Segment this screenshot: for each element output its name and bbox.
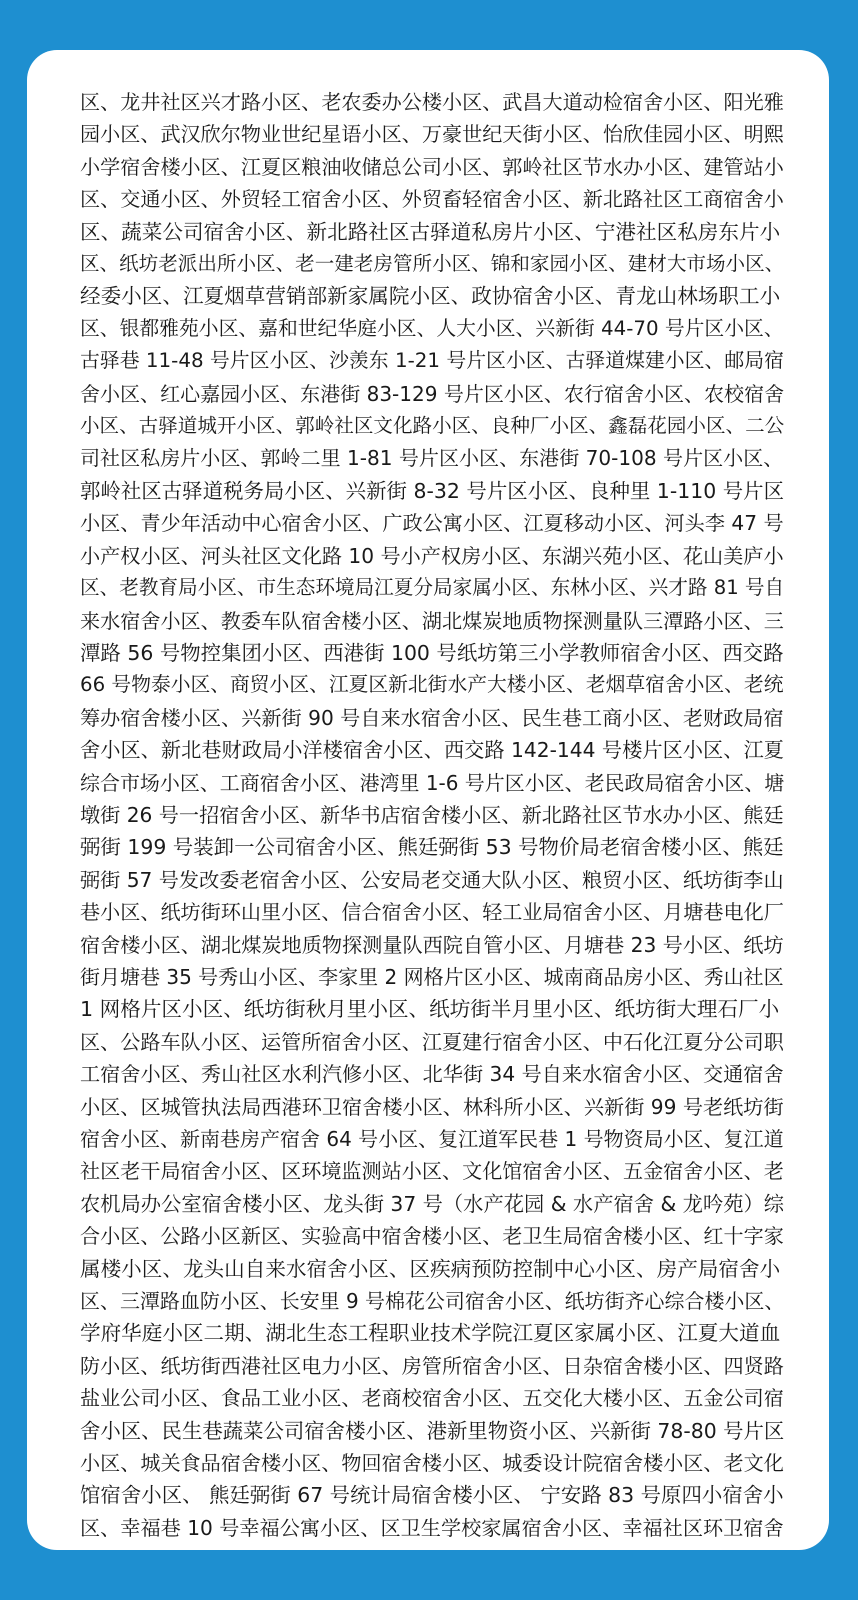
- text-line: 舍小区、红心嘉园小区、东港街 83-129 号片区小区、农行宿舍小区、农校宿舍: [80, 381, 785, 406]
- text-line: 区、交通小区、外贸轻工宿舍小区、外贸畜轻宿舍小区、新北路社区工商宿舍小: [80, 187, 784, 212]
- text-line: 区、蔬菜公司宿舍小区、新北路社区古驿道私房片小区、宁港社区私房东片小: [80, 219, 781, 244]
- text-line: 园小区、武汉欣尔物业世纪星语小区、万豪世纪天街小区、怡欣佳园小区、明熙: [80, 122, 784, 147]
- text-line: 经委小区、江夏烟草营销部新家属院小区、政协宿舍小区、青龙山林场职工小: [80, 284, 781, 309]
- text-line: 来水宿舍小区、教委车队宿舍楼小区、湖北煤炭地质物探测量队三潭路小区、三: [80, 608, 784, 633]
- text-line: 1 网格片区小区、纸坊街秋月里小区、纸坊街半月里小区、纸坊街大理石厂小: [80, 997, 780, 1022]
- text-line: 小区、城关食品宿舍楼小区、物回宿舍楼小区、城委设计院宿舍楼小区、老文化: [80, 1451, 784, 1476]
- text-line: 小区、区城管执法局西港环卫宿舍楼小区、林科所小区、兴新街 99 号老纸坊街: [80, 1094, 784, 1119]
- text-line: 巷小区、纸坊街环山里小区、信合宿舍小区、轻工业局宿舍小区、月塘巷电化厂: [80, 900, 784, 925]
- text-line: 筹办宿舍楼小区、兴新街 90 号自来水宿舍小区、民生巷工商小区、老财政局宿: [80, 705, 784, 730]
- text-line: 66 号物泰小区、商贸小区、江夏区新北街水产大楼小区、老烟草宿舍小区、老统: [80, 673, 784, 697]
- text-line: 区、幸福巷 10 号幸福公寓小区、区卫生学校家属宿舍小区、幸福社区环卫宿舍: [80, 1515, 784, 1540]
- text-line: 弼街 57 号发改委老宿舍小区、公安局老交通大队小区、粮贸小区、纸坊街李山: [80, 867, 784, 892]
- text-line: 综合市场小区、工商宿舍小区、港湾里 1-6 号片区小区、老民政局宿舍小区、塘: [80, 770, 785, 795]
- text-line: 盐业公司小区、食品工业小区、老商校宿舍小区、五交化大楼小区、五金公司宿: [80, 1386, 784, 1411]
- text-line: 区、纸坊老派出所小区、老一建老房管所小区、锦和家园小区、建材大市场小区、: [80, 252, 785, 276]
- text-line: 宿舍楼小区、湖北煤炭地质物探测量队西院自管小区、月塘巷 23 号小区、纸坊: [80, 932, 784, 957]
- text-line: 郭岭社区古驿道税务局小区、兴新街 8-32 号片区小区、良种里 1-110 号片区: [80, 478, 785, 503]
- text-line: 区、龙井社区兴才路小区、老农委办公楼小区、武昌大道动检宿舍小区、阳光雅: [80, 90, 784, 114]
- text-line: 区、银都雅苑小区、嘉和世纪华庭小区、人大小区、兴新街 44-70 号片区小区、: [80, 316, 784, 340]
- text-line: 街月塘巷 35 号秀山小区、李家里 2 网格片区小区、城南商品房小区、秀山社区: [80, 964, 784, 989]
- text-line: 区、公路车队小区、运管所宿舍小区、江夏建行宿舍小区、中石化江夏分公司职: [80, 1029, 784, 1054]
- text-line: 小学宿舍楼小区、江夏区粮油收储总公司小区、郭岭社区节水办小区、建管站小: [80, 154, 784, 179]
- text-line: 弼街 199 号装卸一公司宿舍小区、熊廷弼街 53 号物价局老宿舍楼小区、熊廷: [80, 835, 784, 860]
- content-card: [27, 50, 829, 1550]
- text-line: 墩街 26 号一招宿舍小区、新华书店宿舍楼小区、新北路社区节水办小区、熊廷: [80, 802, 784, 827]
- text-line: 小区、青少年活动中心宿舍小区、广政公寓小区、江夏移动小区、河头李 47 号: [80, 511, 784, 536]
- text-line: 学府华庭小区二期、湖北生态工程职业技术学院江夏区家属小区、江夏大道血: [80, 1321, 781, 1346]
- text-line: 舍小区、新北巷财政局小洋楼宿舍小区、西交路 142-144 号楼片区小区、江夏: [80, 738, 784, 763]
- text-line: 属楼小区、龙头山自来水宿舍小区、区疾病预防控制中心小区、房产局宿舍小: [80, 1256, 781, 1281]
- text-line: 小产权小区、河头社区文化路 10 号小产权房小区、东湖兴苑小区、花山美庐小: [80, 543, 784, 568]
- text-line: 合小区、公路小区新区、实验高中宿舍楼小区、老卫生局宿舍楼小区、红十字家: [80, 1224, 784, 1249]
- text-line: 工宿舍小区、秀山社区水利汽修小区、北华街 34 号自来水宿舍小区、交通宿舍: [80, 1062, 784, 1087]
- text-line: 司社区私房片小区、郭岭二里 1-81 号片区小区、东港街 70-108 号片区小区、: [80, 446, 784, 471]
- text-line: 区、老教育局小区、市生态环境局江夏分局家属小区、东林小区、兴才路 81 号自: [80, 576, 785, 600]
- text-line: 农机局办公室宿舍楼小区、龙头街 37 号（水产花园 & 水产宿舍 & 龙吟苑）综: [80, 1191, 785, 1216]
- text-line: 小区、古驿道城开小区、郭岭社区文化路小区、良种厂小区、鑫磊花园小区、二公: [80, 414, 785, 438]
- community-list-text: [80, 86, 784, 1544]
- text-line: 古驿巷 11-48 号片区小区、沙羡东 1-21 号片区小区、古驿道煤建小区、邮局宿: [80, 349, 784, 373]
- text-line: 防小区、纸坊街西港社区电力小区、房管所宿舍小区、日杂宿舍楼小区、四贤路: [80, 1353, 784, 1378]
- text-line: 区、三潭路血防小区、长安里 9 号棉花公司宿舍小区、纸坊街齐心综合楼小区、: [80, 1289, 785, 1314]
- text-line: 社区老干局宿舍小区、区环境监测站小区、文化馆宿舍小区、五金宿舍小区、老: [80, 1159, 784, 1184]
- text-line: 舍小区、民生巷蔬菜公司宿舍楼小区、港新里物资小区、兴新街 78-80 号片区: [80, 1418, 785, 1443]
- text-line: 馆宿舍小区、 熊廷弼街 67 号统计局宿舍楼小区、 宁安路 83 号原四小宿舍小: [80, 1483, 784, 1508]
- text-line: 潭路 56 号物控集团小区、西港街 100 号纸坊第三小学教师宿舍小区、西交路: [80, 640, 784, 665]
- text-line: 宿舍小区、新南巷房产宿舍 64 号小区、复江道军民巷 1 号物资局小区、复江道: [80, 1127, 784, 1151]
